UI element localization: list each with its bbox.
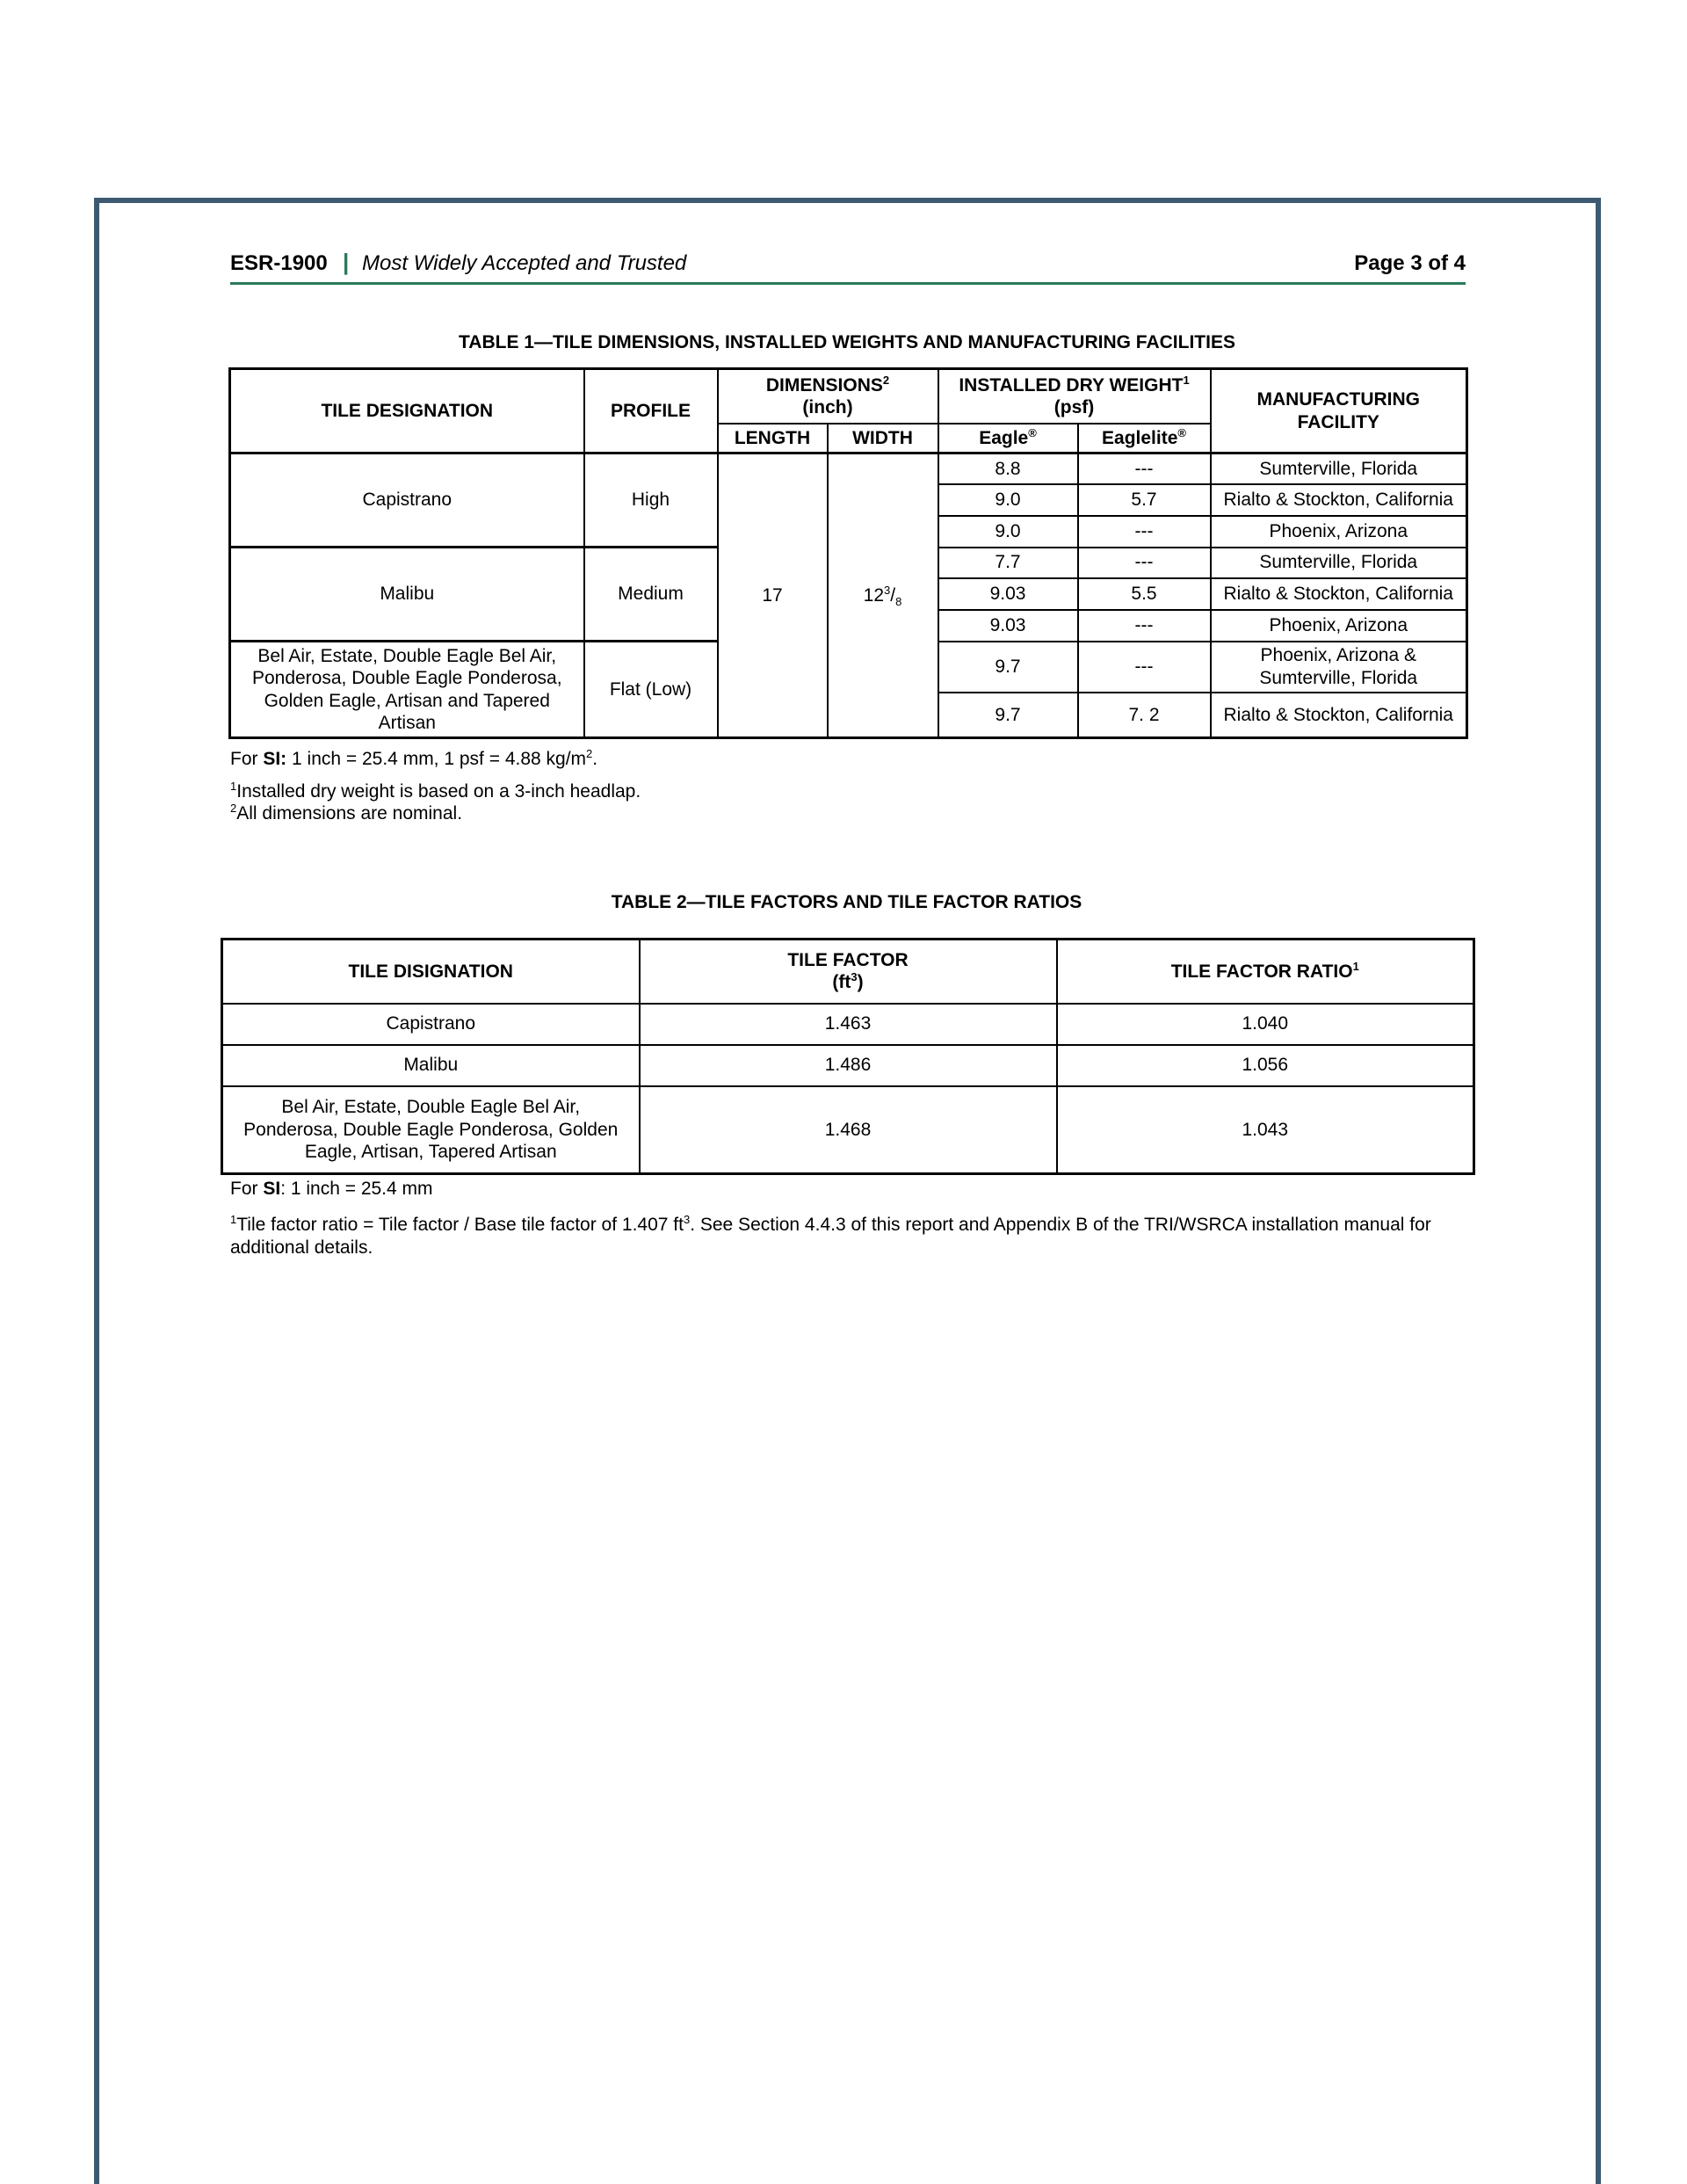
header-separator: |: [343, 249, 350, 275]
th-installed-dry-weight: INSTALLED DRY WEIGHT$^1$ (psf): [938, 369, 1211, 424]
header-tagline: Most Widely Accepted and Trusted: [362, 251, 687, 275]
table-cell: Phoenix, Arizona: [1211, 610, 1467, 642]
table1-footnote-1: $^1$Installed dry weight is based on a 3-inch headlap.: [230, 780, 641, 802]
table-cell: Bel Air, Estate, Double Eagle Bel Air, Ponderosa, Double Eagle Ponderosa, Golden Eagle, Artisan and Tapered Artisan: [230, 642, 584, 738]
table-cell: 1.468: [640, 1086, 1057, 1174]
table-cell: 1.056: [1057, 1045, 1474, 1086]
table-cell: ---: [1078, 642, 1211, 693]
table-cell: Medium: [584, 548, 718, 642]
table-cell: Phoenix, Arizona & Sumterville, Florida: [1211, 642, 1467, 693]
table-cell: Rialto & Stockton, California: [1211, 484, 1467, 516]
table-cell: Malibu: [222, 1045, 640, 1086]
th-dimensions: DIMENSIONS$^2$ (inch): [718, 369, 938, 424]
table-cell: Sumterville, Florida: [1211, 453, 1467, 484]
th-length: LENGTH: [718, 424, 828, 453]
table2-footnote-1: $^1$Tile factor ratio = Tile factor / Base tile factor of 1.407 $ft^3$. See Section 4.4.3 of this report and Appendix B of the TRI/WSRCA installation manual for additional details.: [230, 1213, 1431, 1258]
table-cell: Sumterville, Florida: [1211, 548, 1467, 578]
table-cell: 9.03: [938, 610, 1078, 642]
th-eagle: Eagle®: [938, 424, 1078, 453]
table-cell: 5.5: [1078, 578, 1211, 610]
table-cell: 9.0: [938, 516, 1078, 548]
report-number: ESR-1900: [230, 251, 328, 275]
th-tile-designation: TILE DESIGNATION: [230, 369, 584, 453]
table2: [221, 938, 1475, 1175]
table-cell: 1.486: [640, 1045, 1057, 1086]
table-cell: ---: [1078, 610, 1211, 642]
th-manufacturing-facility: MANUFACTURING FACILITY: [1211, 369, 1467, 453]
table-cell: 1.463: [640, 1004, 1057, 1045]
table1-si-note: For SI: 1 inch = 25.4 mm, 1 psf = 4.88 $kg/m^2$.: [230, 747, 598, 769]
table-cell: 9.7: [938, 693, 1078, 738]
table-cell: 8.8: [938, 453, 1078, 484]
table-cell: 9.03: [938, 578, 1078, 610]
table-cell: High: [584, 453, 718, 548]
table-cell: Malibu: [230, 548, 584, 642]
table2-si-note: For SI: 1 inch = 25.4 mm: [230, 1179, 433, 1199]
table1-footnote-2: $^2$All dimensions are nominal.: [230, 802, 463, 824]
th-width: WIDTH: [828, 424, 938, 453]
table-cell: ---: [1078, 516, 1211, 548]
table-cell: Rialto & Stockton, California: [1211, 693, 1467, 738]
table-cell: ---: [1078, 453, 1211, 484]
th-profile: PROFILE: [584, 369, 718, 453]
table-cell: 1.040: [1057, 1004, 1474, 1045]
table-cell: 9.7: [938, 642, 1078, 693]
table-cell: 1.043: [1057, 1086, 1474, 1174]
page-number: Page 3 of 4: [1354, 251, 1466, 275]
page-header: [230, 249, 1466, 285]
table-cell: Capistrano: [230, 453, 584, 548]
table-cell: 7. 2: [1078, 693, 1211, 738]
table-cell: Capistrano: [222, 1004, 640, 1045]
table-cell: Phoenix, Arizona: [1211, 516, 1467, 548]
th-tile-factor: TILE FACTOR $(ft^3)$: [640, 940, 1057, 1004]
table2-caption: TABLE 2—TILE FACTORS AND TILE FACTOR RATIOS: [611, 892, 1082, 912]
table-cell: Flat (Low): [584, 642, 718, 738]
th-tile-factor-ratio: TILE FACTOR RATIO$^1$: [1057, 940, 1474, 1004]
table-cell: Bel Air, Estate, Double Eagle Bel Air, Ponderosa, Double Eagle Ponderosa, Golden Eagle, Artisan, Tapered Artisan: [222, 1086, 640, 1174]
th-tile-designation: TILE DISIGNATION: [222, 940, 640, 1004]
table-cell: 9.0: [938, 484, 1078, 516]
table1: [228, 367, 1468, 739]
width-cell: $12^3/_8$: [828, 453, 938, 738]
table-cell: 7.7: [938, 548, 1078, 578]
length-cell: 17: [718, 453, 828, 738]
th-eaglelite: Eaglelite®: [1078, 424, 1211, 453]
table-cell: Rialto & Stockton, California: [1211, 578, 1467, 610]
table-cell: 5.7: [1078, 484, 1211, 516]
table1-caption: TABLE 1—TILE DIMENSIONS, INSTALLED WEIGHTS AND MANUFACTURING FACILITIES: [459, 332, 1235, 352]
table-cell: ---: [1078, 548, 1211, 578]
